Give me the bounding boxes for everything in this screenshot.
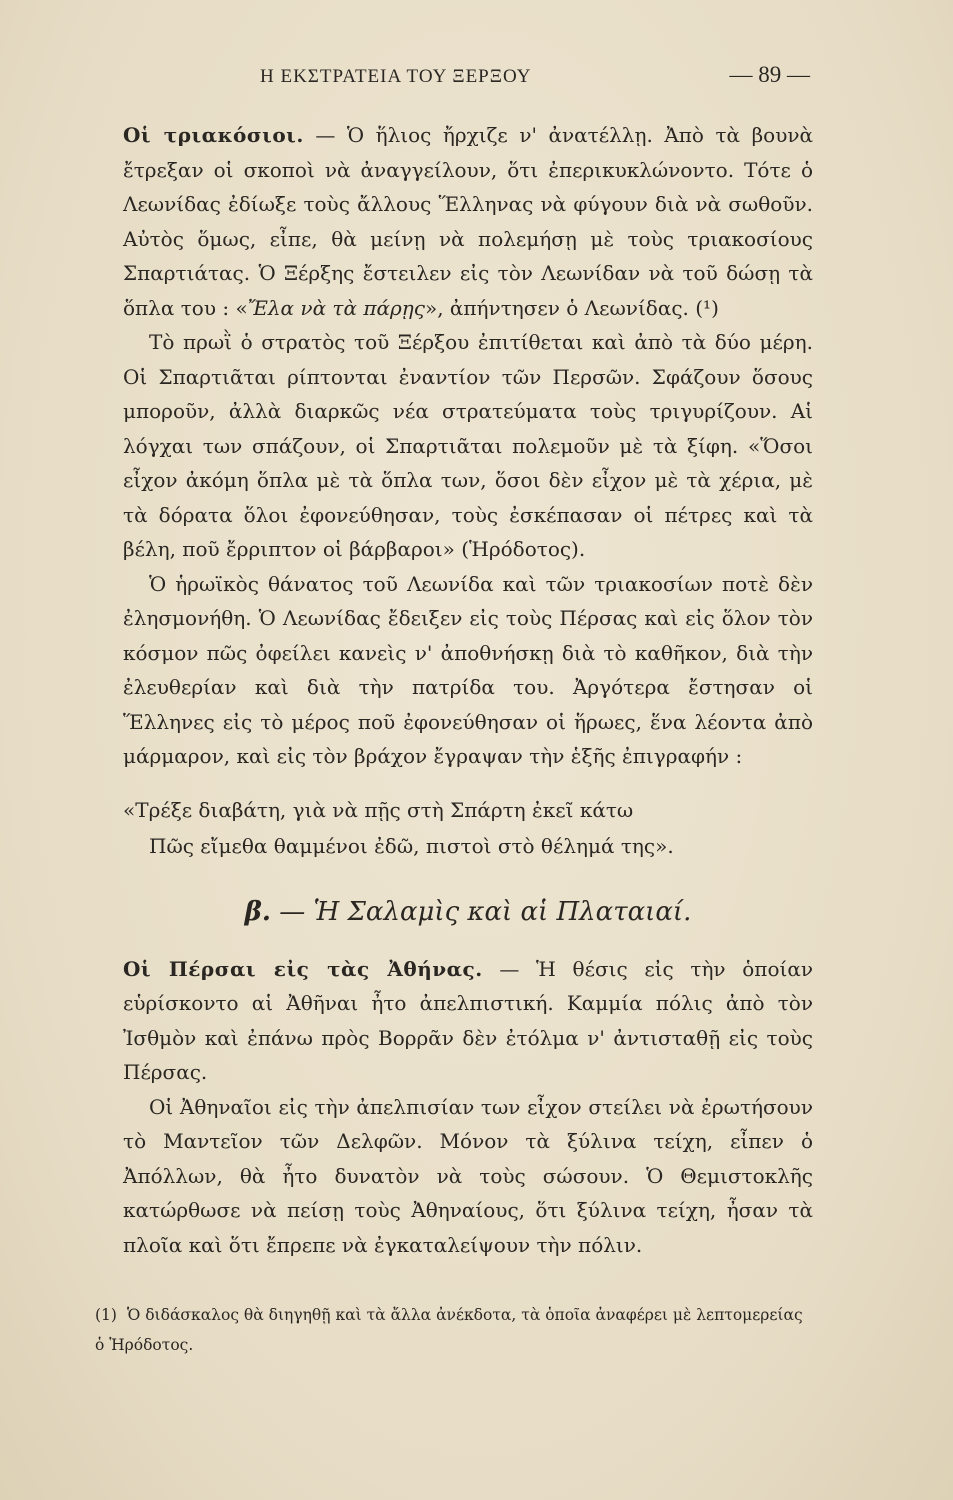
footnote: [95, 1300, 815, 1360]
footnote-text: Ὁ διδάσκαλος θὰ διηγηθῇ καὶ τὰ ἄλλα ἀνέκδοτα, τὰ ὁποῖα ἀναφέρει μὲ λεπτομερείας ὁ Ἡρόδοτος.: [95, 1306, 803, 1354]
running-header: [200, 60, 810, 94]
running-title: Η ΕΚΣΤΡΑΤΕΙΑ ΤΟΥ ΞΕΡΞΟΥ: [260, 66, 532, 87]
section-number: β.: [244, 896, 271, 927]
quote-close: »,: [424, 295, 444, 320]
paragraph-persians-athens: [123, 952, 813, 1090]
paragraph-oracle: Οἱ Ἀθηναῖοι εἰς τὴν ἀπελπισίαν των εἶχον στείλει νὰ ἐρωτήσουν τὸ Μαντεῖον τῶν Δελφῶν. Μόνον τὰ ξύλινα τείχη, εἶπεν ὁ Ἀπόλλων, θὰ ἦτο δυνατὸν νὰ τοὺς σώσουν. Ὁ Θεμιστοκλῆς κατώρθωσε νὰ πείσῃ τοὺς Ἀθηναίους, ὅτι ξύλινα τείχη, ἦσαν τὰ πλοῖα καὶ ὅτι ἔπρεπε νὰ ἐγκαταλείψουν τὴν πόλιν.: [123, 1094, 813, 1257]
body-text: [123, 118, 813, 1262]
section-dash: —: [279, 896, 306, 927]
section-title: Ἡ Σαλαμὶς καὶ αἱ Πλαταιαί.: [313, 896, 692, 927]
paragraph-memory: Ὁ ἡρωϊκὸς θάνατος τοῦ Λεωνίδα καὶ τῶν τριακοσίων ποτὲ δὲν ἐλησμονήθη. Ὁ Λεωνίδας ἔδειξεν εἰς τοὺς Πέρσας καὶ εἰς ὅλον τὸν κόσμον πῶς ὀφείλει κανεὶς ν' ἀποθνήσκῃ διὰ τὸ καθῆκον, διὰ τὴν ἐλευθερίαν καὶ διὰ τὴν πατρίδα του. Ἀργότερα ἔστησαν οἱ Ἕλληνες εἰς τὸ μέρος ποῦ ἐφονεύθησαν οἱ ἥρωες, ἕνα λέοντα ἀπὸ μάρμαρον, καὶ εἰς τὸν βράχον ἔγραψαν τὴν ἑξῆς ἐπιγραφήν :: [123, 571, 813, 768]
footnote-reference: (¹): [695, 295, 719, 320]
verse-line: Πῶς εἴμεθα θαμμένοι ἐδῶ, πιστοὶ στὸ θέλημά της».: [149, 833, 674, 858]
lead-heading-persians: Οἱ Πέρσαι εἰς τὰς Ἀθήνας.: [123, 956, 483, 981]
quote-italic: Ἔλα νὰ τὰ πάρῃς: [247, 295, 425, 320]
paragraph-text: — Ἡ θέσις εἰς τὴν ὁποίαν εὑρίσκοντο αἱ Ἀθῆναι ἦτο ἀπελπιστική. Καμμία πόλις ἀπὸ τὸν Ἰσθμὸν καὶ ἐπάνω πρὸς Βορρᾶν δὲν ἐτόλμα ν' ἀντισταθῇ εἰς τοὺς Πέρσας.: [123, 956, 813, 1084]
footnote-mark: (1): [95, 1306, 117, 1324]
lead-heading-triakosioi: Οἱ τριακόσιοι.: [123, 123, 304, 147]
section-heading: [123, 894, 813, 930]
paragraph-battle: Τὸ πρωῒ ὁ στρατὸς τοῦ Ξέρξου ἐπιτίθεται καὶ ἀπὸ τὰ δύο μέρη. Οἱ Σπαρτιᾶται ρίπτονται ἐναντίον τῶν Περσῶν. Σφάζουν ὅσους μποροῦν, ἀλλὰ διαρκῶς νέα στρατεύματα τοὺς τριγυρίζουν. Αἱ λόγχαι των σπάζουν, οἱ Σπαρτιᾶται πολεμοῦν μὲ τὰ ξίφη. «Ὅσοι εἶχον ἀκόμη ὅπλα μὲ τὰ ὅπλα των, ὅσοι δὲν εἶχον μὲ τὰ χέρια, μὲ τὰ δόρατα ὅλοι ἐφονεύθησαν, τοὺς ἐσκέπασαν οἱ πέτρες καὶ τὰ βέλη, ποῦ ἔρριπτον οἱ βάρβαροι» (Ἡρόδοτος).: [123, 330, 813, 561]
paragraph-text-end: ἀπήντησεν ὁ Λεωνίδας.: [449, 295, 689, 320]
quote-open: «: [235, 295, 248, 320]
paragraph-triakosioi: [123, 118, 813, 325]
epigram-verse: [123, 792, 813, 864]
paragraph-text: — Ὁ ἥλιος ἤρχιζε ν' ἀνατέλλῃ. Ἀπὸ τὰ βουνὰ ἔτρεξαν οἱ σκοποὶ νὰ ἀναγγείλουν, ὅτι ἐπερικυκλώνοντο. Τότε ὁ Λεωνίδας ἐδίωξε τοὺς ἄλλους Ἕλληνας νὰ φύγουν διὰ νὰ σωθοῦν. Αὐτὸς ὅμως, εἶπε, θὰ μείνῃ νὰ πολεμήσῃ μὲ τοὺς τριακοσίους Σπαρτιάτας. Ὁ Ξέρξης ἔστειλεν εἰς τὸν Λεωνίδαν νὰ τοῦ δώσῃ τὰ ὅπλα του :: [123, 123, 814, 320]
verse-line: «Τρέξε διαβάτη, γιὰ νὰ πῇς στὴ Σπάρτη ἐκεῖ κάτω: [123, 797, 634, 822]
page-number: — 89 —: [729, 62, 810, 87]
